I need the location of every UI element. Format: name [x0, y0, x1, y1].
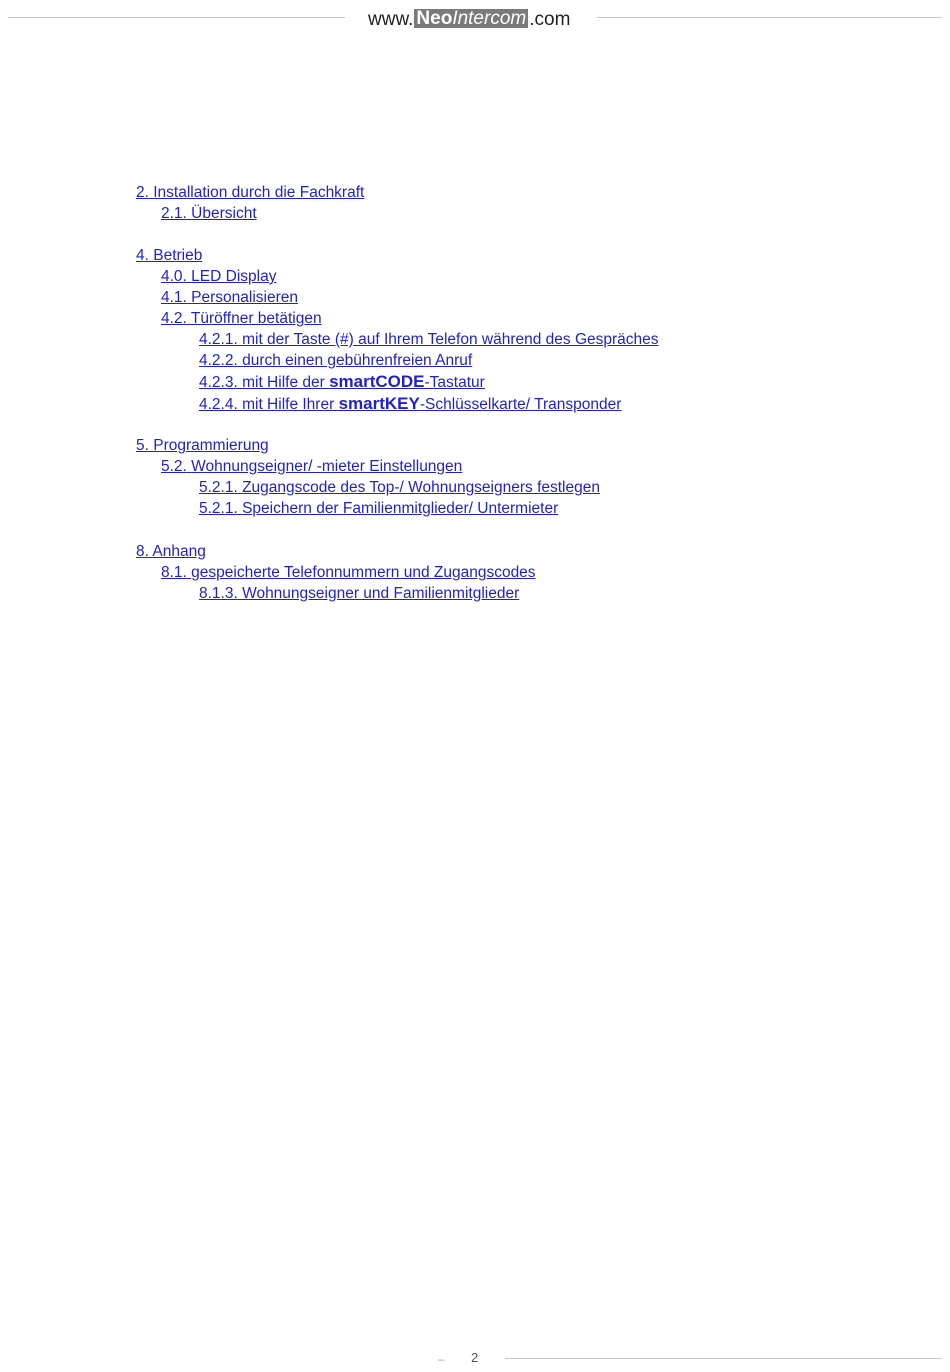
toc-number: 8.1.: [161, 564, 187, 581]
toc-title: Personalisieren: [191, 289, 299, 306]
smartkey-brand: smartKEY: [338, 394, 420, 413]
toc-number: 4.0.: [161, 268, 187, 285]
toc-number: 4.2.3.: [199, 374, 238, 391]
toc-link-2-1[interactable]: [161, 204, 257, 224]
toc-number: 2.: [136, 184, 149, 201]
toc-number: 5.2.1.: [199, 500, 238, 517]
toc-link-5-2-1-a[interactable]: [199, 478, 600, 498]
toc-link-4-1[interactable]: [161, 288, 298, 308]
toc-link-2[interactable]: [136, 183, 364, 203]
toc-link-8[interactable]: [136, 542, 206, 562]
toc-title-suffix: -Schlüsselkarte/ Transponder: [419, 396, 622, 413]
footer-dash: –: [438, 1352, 445, 1366]
toc-link-5-2-1-b[interactable]: [199, 499, 558, 519]
brand-intercom: Intercom: [452, 8, 527, 29]
toc-link-4-2-1[interactable]: [199, 330, 659, 350]
toc-link-4-2-4[interactable]: [199, 394, 621, 415]
toc-link-5[interactable]: [136, 436, 269, 456]
toc-title: Zugangscode des Top-/ Wohnungseigners festlegen: [242, 479, 600, 496]
toc-number: 8.: [136, 543, 149, 560]
footer-divider: [505, 1358, 942, 1359]
toc-number: 5.2.1.: [199, 479, 238, 496]
toc-title: Installation durch die Fachkraft: [153, 184, 365, 201]
toc-title: Wohnungseigner/ -mieter Einstellungen: [191, 458, 463, 475]
brand-logo: [414, 9, 528, 28]
site-url-logo[interactable]: [368, 8, 570, 32]
header-divider-right: [597, 17, 942, 18]
toc-title: Übersicht: [191, 205, 257, 222]
toc-number: 2.1.: [161, 205, 187, 222]
toc-number: 4.2.4.: [199, 396, 238, 413]
toc-number: 4.: [136, 247, 149, 264]
toc-link-4[interactable]: [136, 246, 202, 266]
toc-number: 5.: [136, 437, 149, 454]
url-prefix: www.: [368, 9, 414, 30]
toc-title: Wohnungseigner und Familienmitglieder: [242, 585, 520, 602]
toc-number: 4.2.2.: [199, 352, 238, 369]
toc-title: gespeicherte Telefonnummern und Zugangscodes: [191, 564, 536, 581]
toc-title: mit Hilfe der: [242, 374, 330, 391]
toc-title: Betrieb: [153, 247, 203, 264]
toc-title: Programmierung: [153, 437, 269, 454]
toc-link-4-0[interactable]: [161, 267, 276, 287]
toc-link-5-2[interactable]: [161, 457, 462, 477]
toc-number: 4.2.1.: [199, 331, 238, 348]
brand-neo: Neo: [416, 8, 453, 29]
toc-title-suffix: -Tastatur: [424, 374, 485, 391]
toc-number: 4.2.: [161, 310, 187, 327]
toc-title: durch einen gebührenfreien Anruf: [242, 352, 473, 369]
smartcode-brand: smartCODE: [329, 372, 425, 391]
toc-link-8-1-3[interactable]: [199, 584, 519, 604]
toc-title: mit der Taste (#) auf Ihrem Telefon während des Gespräches: [242, 331, 659, 348]
url-suffix: .com: [529, 9, 571, 30]
toc-link-4-2-3[interactable]: [199, 372, 485, 393]
toc-title: Speichern der Familienmitglieder/ Untermieter: [242, 500, 559, 517]
toc-number: 4.1.: [161, 289, 187, 306]
toc-title: Türöffner betätigen: [190, 310, 322, 327]
toc-title: LED Display: [191, 268, 277, 285]
toc-title: Anhang: [152, 543, 206, 560]
page-number: 2: [471, 1350, 479, 1365]
toc-link-4-2-2[interactable]: [199, 351, 472, 371]
toc-link-8-1[interactable]: [161, 563, 536, 583]
toc-number: 8.1.3.: [199, 585, 238, 602]
header-divider-left: [8, 17, 345, 18]
toc-link-4-2[interactable]: [161, 309, 322, 329]
toc-title: mit Hilfe Ihrer: [242, 396, 339, 413]
toc-number: 5.2.: [161, 458, 187, 475]
